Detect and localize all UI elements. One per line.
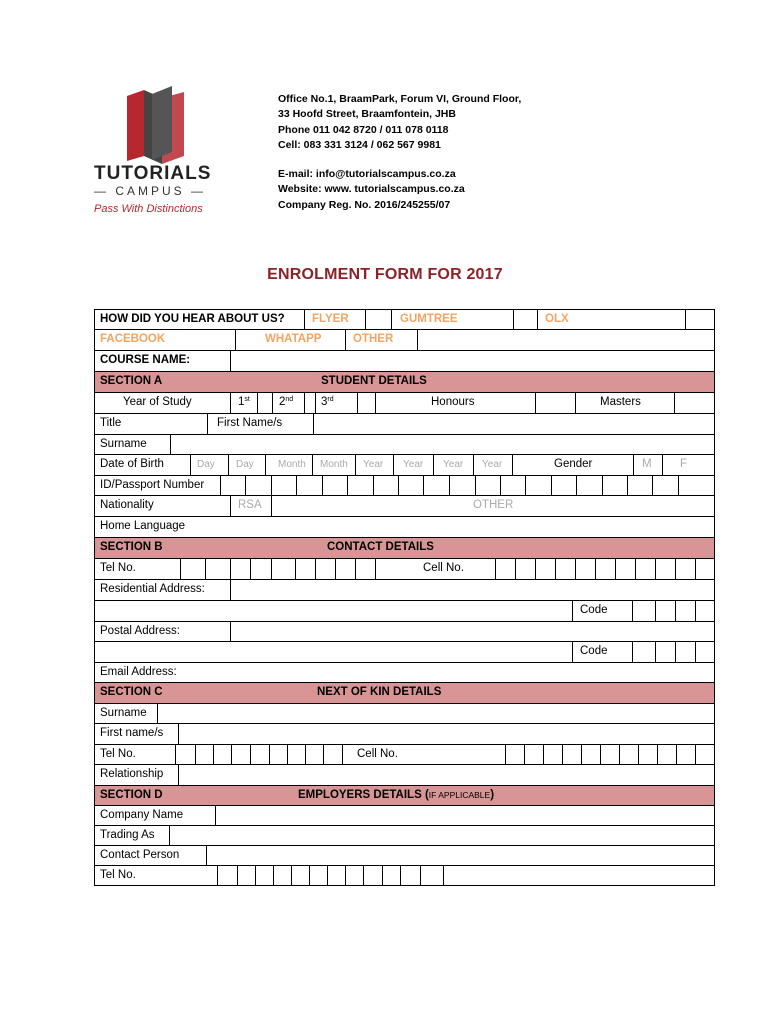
contact-tel-row: Tel No. Cell No. bbox=[94, 559, 715, 580]
year-1-option[interactable]: 1st bbox=[238, 396, 250, 408]
honours-option[interactable]: Honours bbox=[431, 396, 475, 408]
logo-text: TUTORIALS bbox=[94, 163, 212, 184]
contact-person-row: Contact Person bbox=[94, 846, 715, 866]
section-d-header: SECTION D EMPLOYERS DETAILS (IF APPLICABLE) bbox=[94, 786, 715, 806]
kin-surname-row: Surname bbox=[94, 704, 715, 724]
option-whatapp[interactable]: WHATAPP bbox=[265, 333, 322, 345]
kin-firstname-row: First name/s bbox=[94, 724, 715, 745]
trading-as-row: Trading As bbox=[94, 826, 715, 846]
option-gumtree[interactable]: GUMTREE bbox=[400, 313, 458, 325]
option-olx[interactable]: OLX bbox=[545, 313, 569, 325]
hear-about-row-2 bbox=[94, 330, 715, 351]
form-title: ENROLMENT FORM FOR 2017 bbox=[267, 266, 503, 283]
option-flyer[interactable]: FLYER bbox=[312, 313, 349, 325]
residential-address-row: Residential Address: bbox=[94, 580, 715, 601]
company-address: Office No.1, BraamPark, Forum VI, Ground Floor, 33 Hoofd Street, Braamfontein, JHB Phone 011 042 8720 / 011 078 0118 Cell: 083 331 3124 / 062 567 9981 E-mail: info@tutorialscampus.co.za Website: www. tutorialscampus.co.za Company Reg. No. 2016/245255/07 bbox=[278, 93, 522, 211]
course-name-row: COURSE NAME: bbox=[94, 351, 715, 372]
nationality-rsa[interactable]: RSA bbox=[238, 499, 262, 511]
masters-option[interactable]: Masters bbox=[600, 396, 641, 408]
postal-address-row: Postal Address: bbox=[94, 622, 715, 642]
employer-tel-row: Tel No. bbox=[94, 866, 715, 886]
postal-address-line-2: Code bbox=[94, 642, 715, 663]
kin-tel-row: Tel No. Cell No. bbox=[94, 745, 715, 765]
year-3-option[interactable]: 3rd bbox=[321, 396, 334, 408]
kin-relationship-row: Relationship bbox=[94, 765, 715, 786]
section-c-header: SECTION C NEXT OF KIN DETAILS bbox=[94, 683, 715, 704]
logo-tagline: Pass With Distinctions bbox=[94, 203, 203, 215]
surname-row: Surname bbox=[94, 435, 715, 455]
company-name-row: Company Name bbox=[94, 806, 715, 826]
hear-about-row: HOW DID YOU HEAR ABOUT US? FLYER GUMTREE OLX bbox=[94, 309, 715, 330]
year-2-option[interactable]: 2nd bbox=[279, 396, 294, 408]
section-a-header: SECTION A STUDENT DETAILS bbox=[94, 372, 715, 393]
gender-m[interactable]: M bbox=[642, 458, 652, 470]
option-facebook[interactable]: FACEBOOK bbox=[100, 333, 166, 345]
nationality-other[interactable]: OTHER bbox=[473, 499, 514, 511]
option-other[interactable]: OTHER bbox=[353, 333, 394, 345]
section-b-header: SECTION B CONTACT DETAILS bbox=[94, 538, 715, 559]
nationality-row: Nationality RSA OTHER bbox=[94, 496, 715, 517]
id-passport-row: ID/Passport Number bbox=[94, 476, 715, 496]
title-row: Title First Name/s bbox=[94, 414, 715, 435]
gender-f[interactable]: F bbox=[680, 458, 688, 470]
dob-row: Date of Birth Day Day Month Month Year Year Year Year Gender M F bbox=[94, 455, 715, 476]
home-language-row: Home Language bbox=[94, 517, 715, 538]
residential-address-line-2: Code bbox=[94, 601, 715, 622]
logo-subtext: — CAMPUS — bbox=[94, 184, 207, 198]
year-of-study-row: Year of Study 1st 2nd 3rd Honours Masters bbox=[94, 393, 715, 414]
email-address-row: Email Address: bbox=[94, 663, 715, 683]
